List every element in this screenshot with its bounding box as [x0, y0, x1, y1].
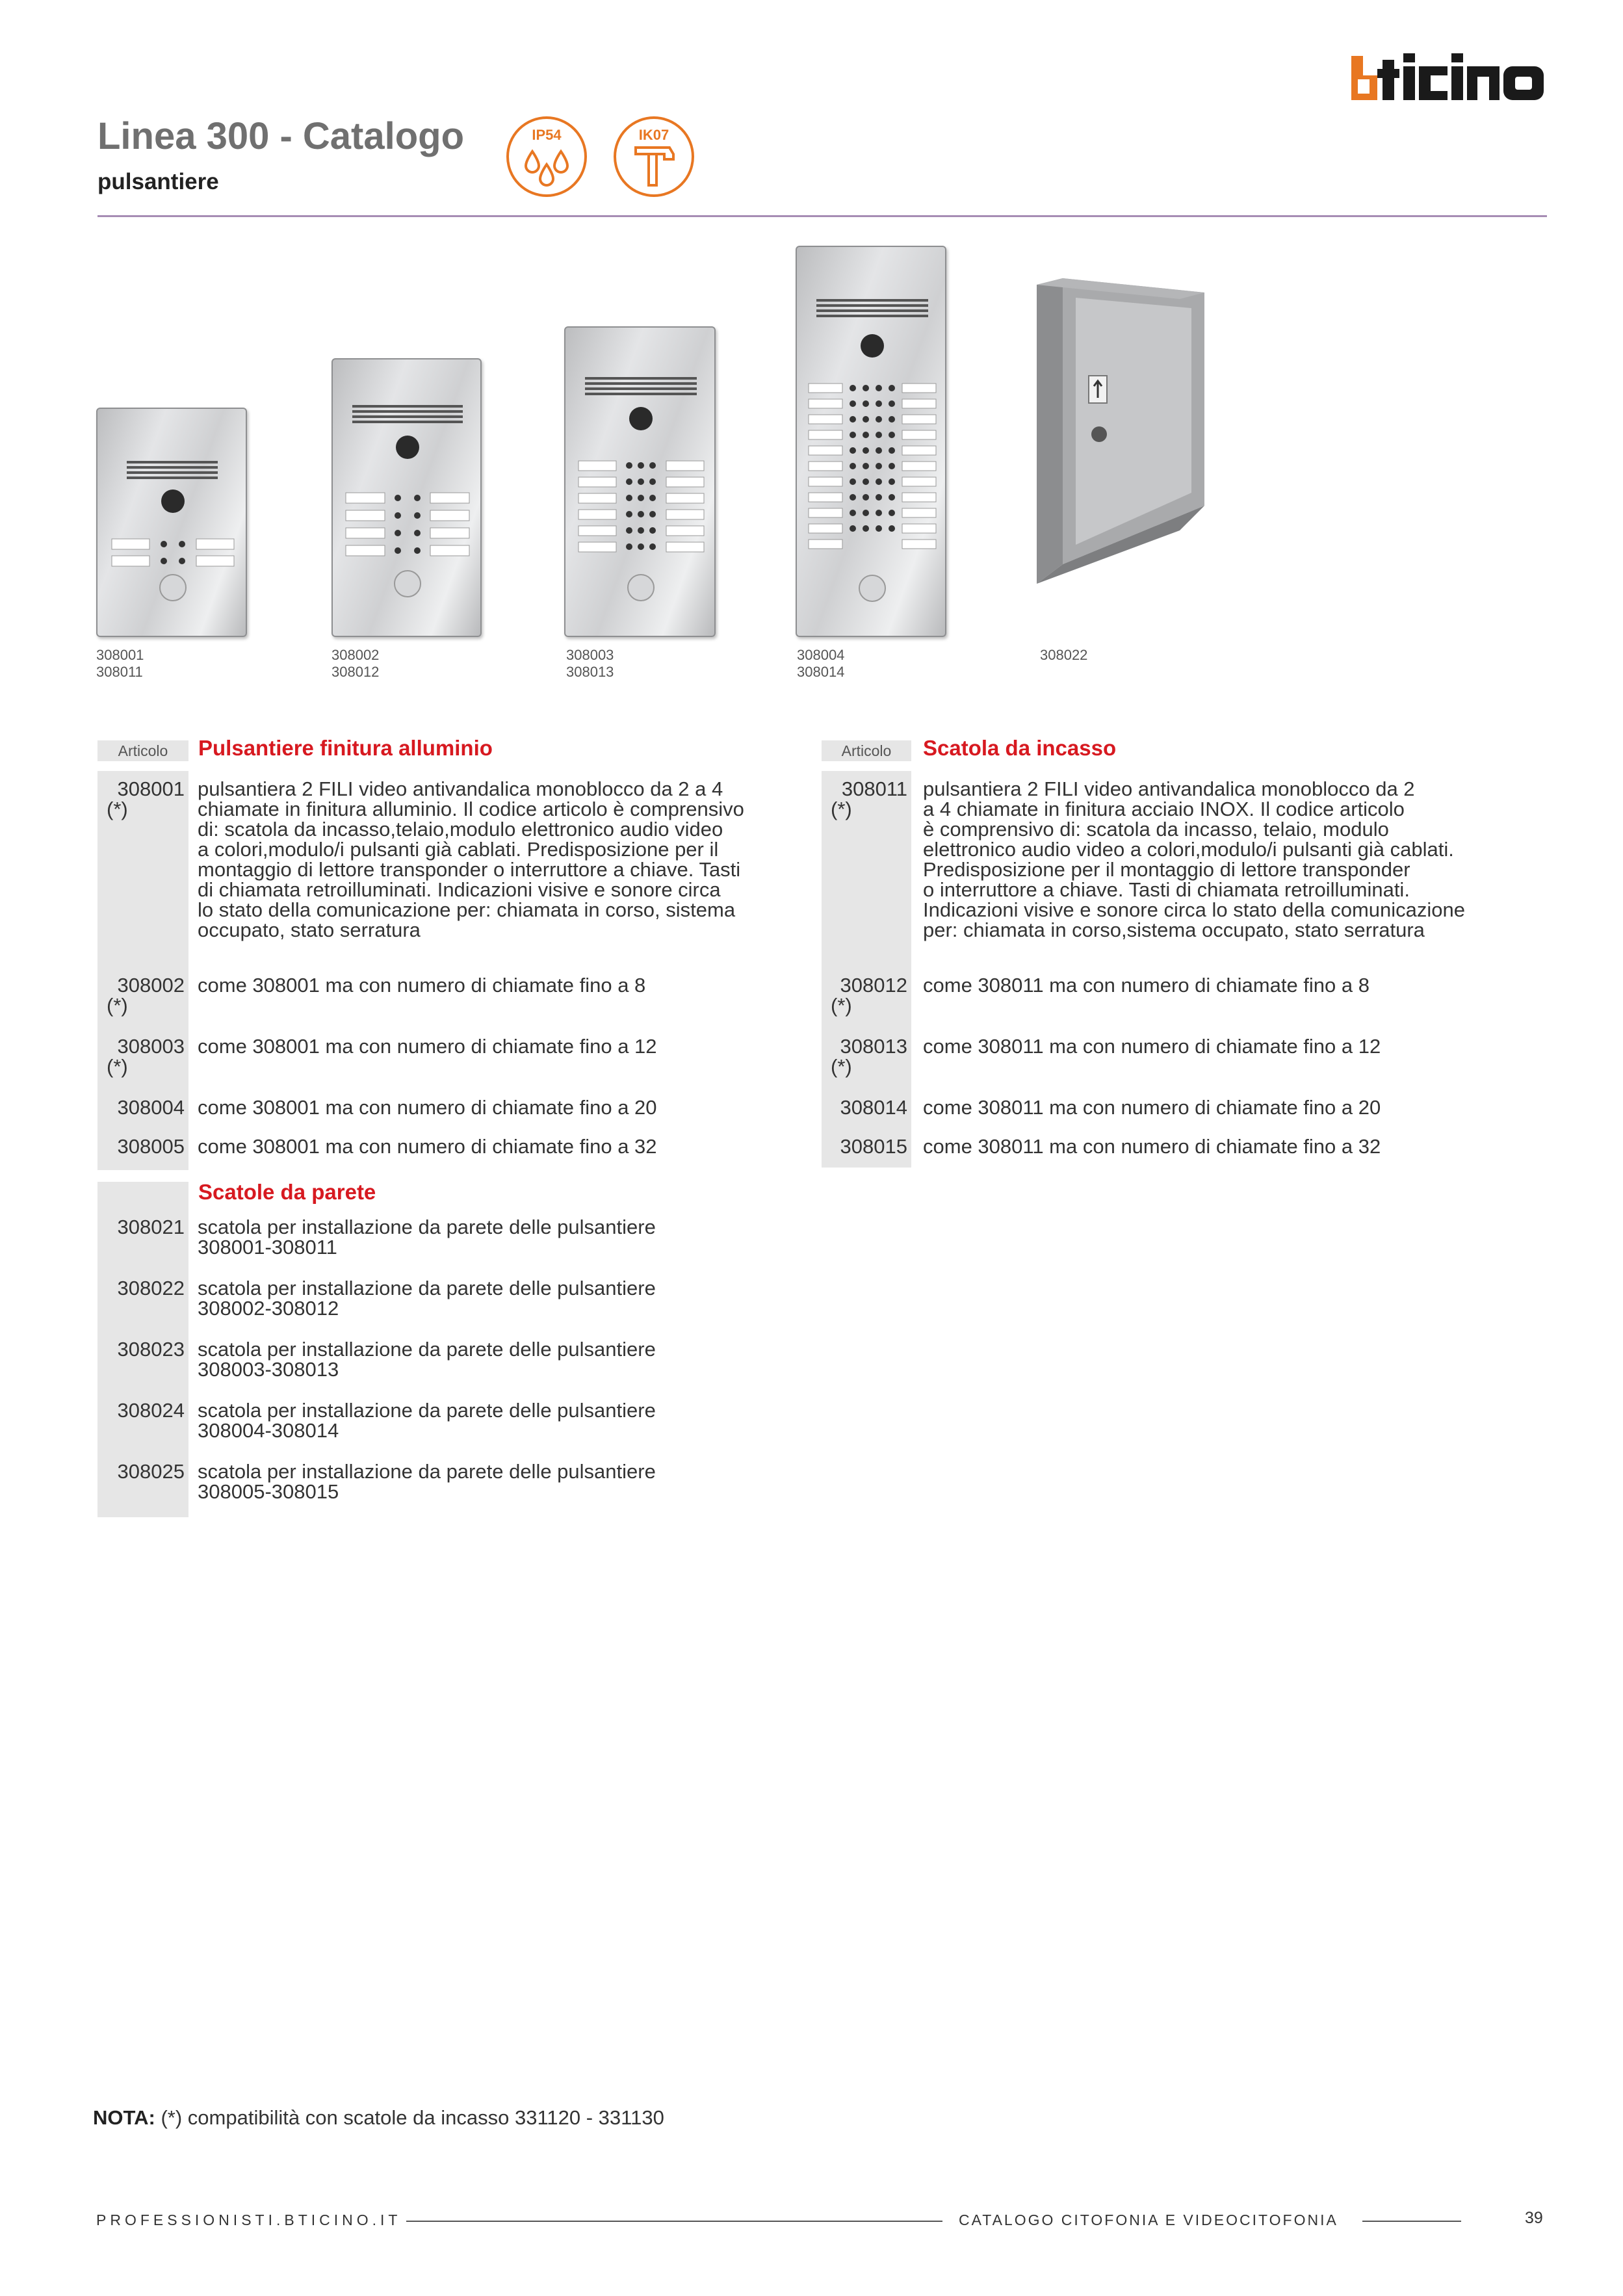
header-divider	[97, 215, 1547, 217]
product-code: 308004	[797, 647, 845, 663]
articolo-header-right: Articolo	[822, 740, 911, 761]
product-codes-1	[96, 647, 144, 681]
product-codes-2	[331, 647, 379, 681]
article-code: 308004	[117, 1096, 185, 1119]
product-code: 308012	[331, 664, 380, 680]
article-code: 308021	[117, 1216, 185, 1238]
product-image-308022	[1037, 278, 1207, 616]
article-code: 308012 (*)	[831, 974, 907, 1017]
page-number: 39	[1525, 2209, 1543, 2227]
product-code: 308022	[1040, 647, 1088, 663]
article-description: come 308011 ma con numero di chiamate fino a 12	[923, 1035, 1381, 1058]
article-code: 308022	[117, 1277, 185, 1299]
article-code: 308003 (*)	[107, 1035, 185, 1078]
product-code: 308011	[96, 664, 143, 680]
article-code: 308014	[840, 1096, 907, 1119]
section-title-scatole-parete: Scatole da parete	[198, 1180, 376, 1204]
product-codes-3	[566, 647, 614, 681]
product-codes-4	[797, 647, 844, 681]
article-description: pulsantiera 2 FILI video antivandalica monoblocco da 2 a 4 chiamate in finitura acciaio INOX. Il codice articolo è comprensivo di: scatola da incasso, telaio, modulo elettronico audio video a colori,modulo/i pulsanti già cablati. Predisposizione per il montaggio di lettore transponder o interruttore a chiave. Tasti di chiamata retroilluminati. Indicazioni visive e sonore circa lo stato della comunicazione per: chiamata in corso,sistema occupato, stato serratura	[923, 777, 1465, 941]
article-description: come 308011 ma con numero di chiamate fino a 20	[923, 1096, 1381, 1119]
article-description: come 308001 ma con numero di chiamate fino a 8	[198, 974, 646, 997]
page-title: Linea 300 - Catalogo	[97, 115, 465, 157]
door-panel-icon	[797, 247, 948, 638]
article-description: come 308011 ma con numero di chiamate fino a 32	[923, 1135, 1381, 1158]
product-image-308001	[96, 408, 247, 637]
product-code: 308003	[566, 647, 614, 663]
article-description: scatola per installazione da parete delle pulsantiere 308002-308012	[198, 1277, 656, 1320]
article-description: scatola per installazione da parete delle pulsantiere 308005-308015	[198, 1460, 656, 1503]
ik07-badge	[611, 114, 697, 200]
articolo-header-left: Articolo	[97, 740, 188, 761]
article-code: 308023	[117, 1338, 185, 1361]
ip54-badge	[504, 114, 590, 200]
product-codes-5	[1040, 647, 1087, 664]
article-description: come 308001 ma con numero di chiamate fino a 20	[198, 1096, 657, 1119]
article-code: 308002 (*)	[107, 974, 185, 1017]
article-description: scatola per installazione da parete delle pulsantiere 308004-308014	[198, 1399, 656, 1442]
product-code: 308002	[331, 647, 380, 663]
door-panel-icon	[565, 328, 717, 638]
footer-rule	[406, 2221, 942, 2222]
product-image-308002	[331, 358, 482, 637]
wall-box-icon	[1037, 278, 1207, 616]
product-code: 308001	[96, 647, 144, 663]
footer-rule	[1362, 2221, 1461, 2222]
product-image-308004	[796, 246, 946, 637]
article-code: 308005	[117, 1135, 185, 1158]
article-description: pulsantiera 2 FILI video antivandalica monoblocco da 2 a 4 chiamate in finitura alluminio. Il codice articolo è comprensivo di: scatola da incasso,telaio,modulo elettronico audio video a colori,modulo/i pulsanti già cablati. Predisposizione per il montaggio di lettore transponder o interruttore a chiave. Tasti di chiamata retroilluminati. Indicazioni visive e sonore circa lo stato della comunicazione per: chiamata in corso, sistema occupato, stato serratura	[198, 777, 744, 941]
product-code: 308013	[566, 664, 614, 680]
article-code: 308013 (*)	[831, 1035, 907, 1078]
page-subtitle: pulsantiere	[97, 169, 219, 194]
article-code: 308024	[117, 1399, 185, 1422]
article-description: come 308011 ma con numero di chiamate fino a 8	[923, 974, 1370, 997]
product-code: 308014	[797, 664, 845, 680]
article-description: come 308001 ma con numero di chiamate fino a 32	[198, 1135, 657, 1158]
badge-label: IK07	[638, 127, 669, 143]
footer-catalog: CATALOGO CITOFONIA E VIDEOCITOFONIA	[959, 2211, 1338, 2228]
article-code: 308011 (*)	[831, 777, 907, 820]
door-panel-icon	[97, 409, 248, 638]
article-description: scatola per installazione da parete delle pulsantiere 308001-308011	[198, 1216, 656, 1259]
bticino-logo	[1351, 51, 1546, 101]
badge-label: IP54	[532, 127, 562, 143]
footer-site: PROFESSIONISTI.BTICINO.IT	[96, 2211, 402, 2228]
article-code: 308015	[840, 1135, 907, 1158]
door-panel-icon	[333, 359, 483, 638]
section-title-pulsantiere-alluminio: Pulsantiere finitura alluminio	[198, 736, 493, 760]
footnote: NOTA: (*) compatibilità con scatole da incasso 331120 - 331130	[93, 2106, 664, 2129]
article-description: scatola per installazione da parete delle pulsantiere 308003-308013	[198, 1338, 656, 1381]
brand-logo-mark	[1351, 51, 1546, 101]
section-title-scatola-incasso: Scatola da incasso	[923, 736, 1117, 760]
article-code: 308001 (*)	[107, 777, 185, 820]
product-image-308003	[564, 326, 716, 637]
article-code: 308025	[117, 1460, 185, 1483]
article-description: come 308001 ma con numero di chiamate fino a 12	[198, 1035, 657, 1058]
